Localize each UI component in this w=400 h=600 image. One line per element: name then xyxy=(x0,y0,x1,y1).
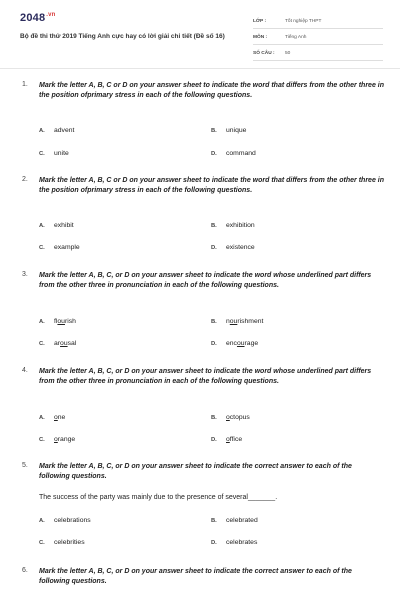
option-letter: C. xyxy=(39,540,45,546)
option-text: exhibit xyxy=(54,222,74,229)
option-b[interactable] xyxy=(211,517,258,524)
option-c[interactable] xyxy=(39,244,80,251)
meta-row-count xyxy=(253,47,383,61)
option-letter: A. xyxy=(39,415,45,421)
option-underlined-part: o xyxy=(226,414,230,421)
option-letter: D. xyxy=(211,341,217,347)
meta-label: MÔN : xyxy=(253,35,268,40)
question-number: 1. xyxy=(22,81,28,88)
option-letter: D. xyxy=(211,437,217,443)
option-letter: B. xyxy=(211,319,217,325)
option-underlined-part: ou xyxy=(236,340,245,347)
option-b[interactable] xyxy=(211,318,263,325)
option-text: celebrated xyxy=(226,517,258,524)
option-text-end: ffice xyxy=(229,436,243,443)
document-title: Bộ đề thi thử 2019 Tiếng Anh cực hay có lời giải chi tiết (Đề số 16) xyxy=(20,33,225,40)
option-letter: D. xyxy=(211,151,217,157)
option-a[interactable] xyxy=(39,517,91,524)
option-text-end: rish xyxy=(64,318,76,325)
option-letter: A. xyxy=(39,223,45,229)
option-underlined-part: o xyxy=(54,436,58,443)
option-text: celebrates xyxy=(226,539,258,546)
option-underlined-part: ou xyxy=(60,340,68,347)
question-instruction: Mark the letter A, B, C, or D on your answer sheet to indicate the word whose underlined part differs from the other three in pronunciation in each of the following questions. xyxy=(39,368,372,386)
option-text: unite xyxy=(54,150,69,157)
question-number: 4. xyxy=(22,367,28,374)
option-letter: B. xyxy=(211,128,217,134)
site-logo[interactable] xyxy=(20,12,56,24)
option-underlined-part: o xyxy=(226,436,230,443)
question-number: 5. xyxy=(22,462,28,469)
option-d[interactable] xyxy=(211,150,256,157)
option-text: advent xyxy=(54,127,75,134)
option-d[interactable] xyxy=(211,436,242,443)
option-text: existence xyxy=(226,244,255,251)
option-letter: C. xyxy=(39,245,45,251)
question-stem: The success of the party was mainly due to the presence of several_______. xyxy=(39,494,278,501)
meta-value: 50 xyxy=(285,51,291,56)
question-number: 2. xyxy=(22,176,28,183)
option-letter: D. xyxy=(211,245,217,251)
meta-value: Tốt nghiệp THPT xyxy=(285,19,322,24)
option-underlined-part: ou xyxy=(57,318,65,325)
question-instruction: Mark the letter A, B, C, or D on your answer sheet to indicate the correct answer to each of the following questions. xyxy=(39,568,352,586)
meta-info xyxy=(253,15,383,63)
option-letter: B. xyxy=(211,223,217,229)
option-text-end: rishment xyxy=(237,318,264,325)
question-number: 3. xyxy=(22,271,28,278)
meta-value: Tiếng Anh xyxy=(285,35,307,40)
option-letter: A. xyxy=(39,518,45,524)
question-number: 6. xyxy=(22,567,28,574)
option-b[interactable] xyxy=(211,414,250,421)
option-text-end: ctopus xyxy=(229,414,250,421)
option-d[interactable] xyxy=(211,539,257,546)
question-instruction: Mark the letter A, B, C, or D on your answer sheet to indicate the correct answer to each of the following questions. xyxy=(39,463,352,481)
option-letter: B. xyxy=(211,518,217,524)
question-instruction: Mark the letter A, B, C or D on your answer sheet to indicate the word that differs from the other three in the position ofprimary stress in each of the following questions. xyxy=(39,177,384,195)
option-c[interactable] xyxy=(39,539,85,546)
option-text: celebrations xyxy=(54,517,91,524)
option-text: unique xyxy=(226,127,247,134)
option-text-start: n xyxy=(226,318,230,325)
option-letter: A. xyxy=(39,319,45,325)
option-b[interactable] xyxy=(211,222,255,229)
option-text-start: fl xyxy=(54,318,58,325)
option-text-end: range xyxy=(57,436,76,443)
option-text: example xyxy=(54,244,80,251)
option-d[interactable] xyxy=(211,244,255,251)
meta-row-class xyxy=(253,15,383,29)
option-a[interactable] xyxy=(39,222,74,229)
logo-suffix: .vn xyxy=(46,12,56,19)
option-text: celebrities xyxy=(54,539,85,546)
option-letter: C. xyxy=(39,341,45,347)
option-letter: C. xyxy=(39,437,45,443)
header-divider xyxy=(0,68,400,69)
option-d[interactable] xyxy=(211,340,258,347)
meta-label: LỚP : xyxy=(253,19,267,24)
option-text-end: rage xyxy=(244,340,259,347)
question-instruction: Mark the letter A, B, C or D on your answer sheet to indicate the word that differs from the other three in the position ofprimary stress in each of the following questions. xyxy=(39,82,384,100)
option-letter: B. xyxy=(211,415,217,421)
option-a[interactable] xyxy=(39,414,65,421)
option-text-end: ne xyxy=(57,414,66,421)
option-a[interactable] xyxy=(39,318,76,325)
meta-row-subject xyxy=(253,31,383,45)
option-text-end: sal xyxy=(67,340,77,347)
option-c[interactable] xyxy=(39,340,76,347)
meta-label: SỐ CÂU : xyxy=(253,51,275,56)
logo-text: 2048 xyxy=(20,12,46,24)
option-b[interactable] xyxy=(211,127,246,134)
option-a[interactable] xyxy=(39,127,74,134)
option-text: exhibition xyxy=(226,222,255,229)
option-text-start: ar xyxy=(54,340,61,347)
option-text: command xyxy=(226,150,256,157)
option-letter: A. xyxy=(39,128,45,134)
option-c[interactable] xyxy=(39,436,75,443)
option-letter: D. xyxy=(211,540,217,546)
option-text-start: enc xyxy=(226,340,237,347)
question-instruction: Mark the letter A, B, C, or D on your answer sheet to indicate the word whose underlined part differs from the other three in pronunciation in each of the following questions. xyxy=(39,272,372,290)
option-underlined-part: ou xyxy=(229,318,238,325)
option-letter: C. xyxy=(39,151,45,157)
option-c[interactable] xyxy=(39,150,69,157)
option-underlined-part: o xyxy=(54,414,58,421)
document-header xyxy=(0,0,400,66)
